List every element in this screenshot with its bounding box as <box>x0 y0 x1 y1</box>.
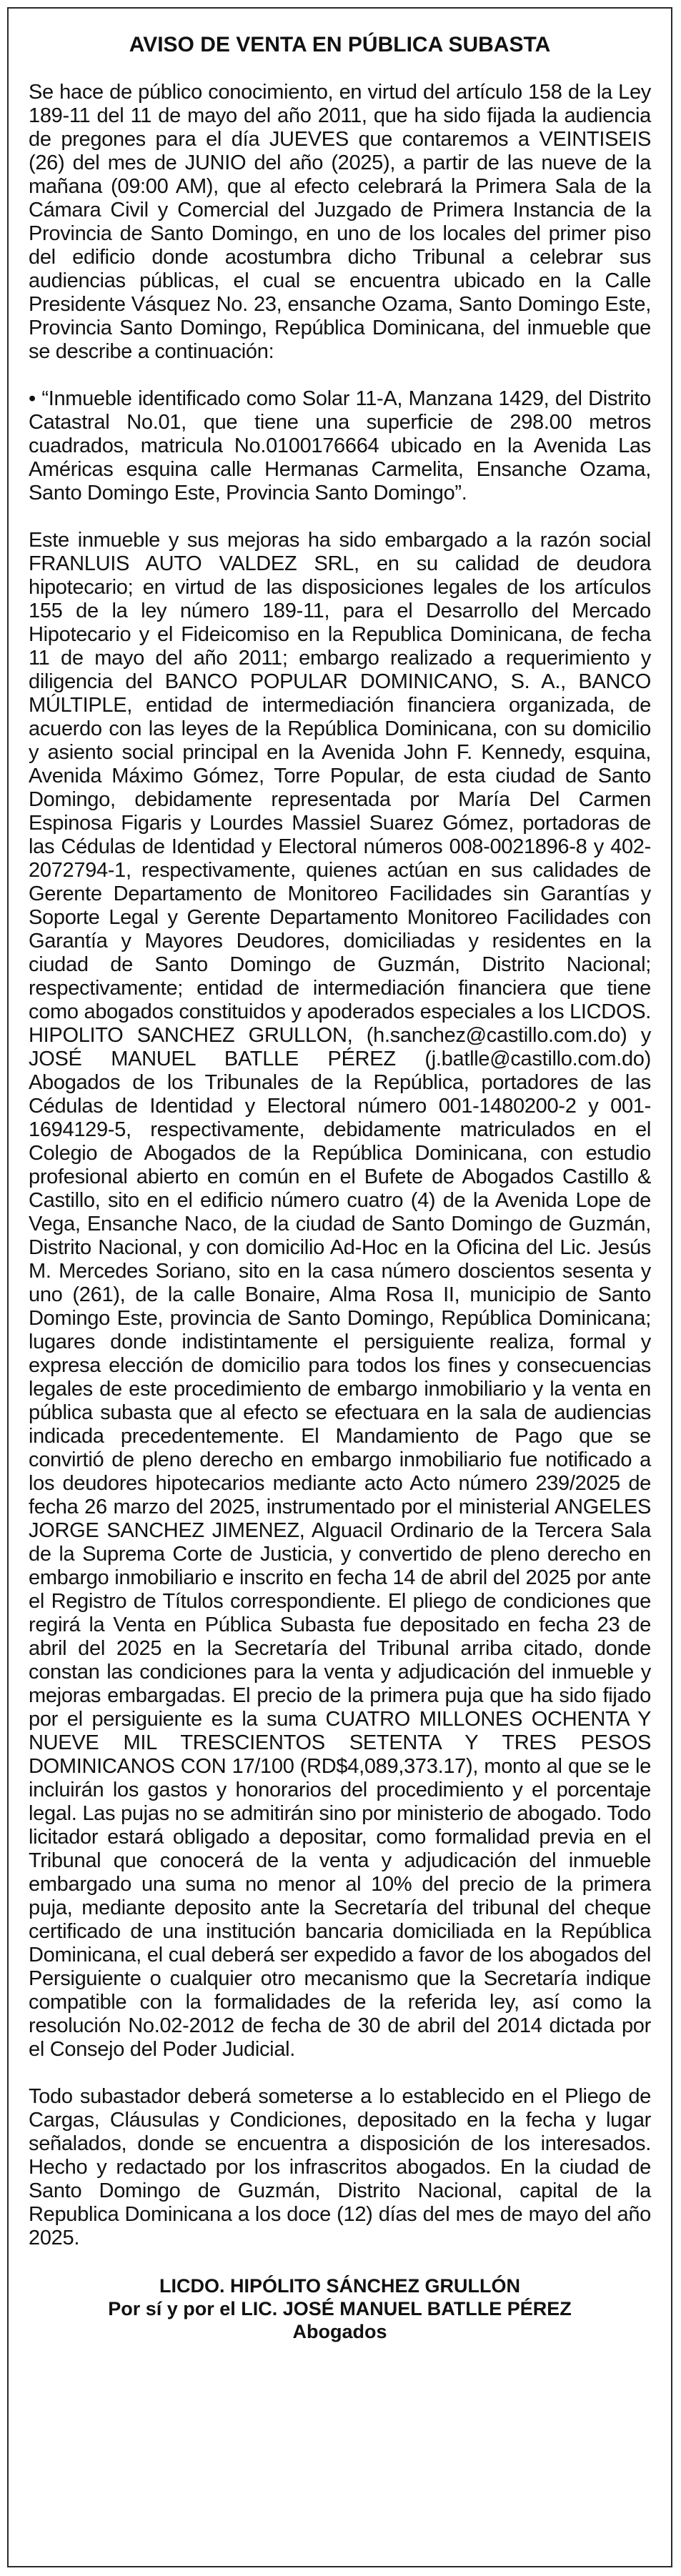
notice-title: AVISO DE VENTA EN PÚBLICA SUBASTA <box>129 33 551 56</box>
signature-cosigner: Por sí y por el LIC. JOSÉ MANUEL BATLLE PÉREZ <box>108 2298 572 2319</box>
notice-frame <box>7 7 672 2567</box>
signature-role: Abogados <box>292 2321 387 2342</box>
intro-paragraph: Se hace de público conocimiento, en virtud del artículo 158 de la Ley 189-11 del 11 de mayo del año 2011, que ha sido fijada la audiencia de pregones para el día JUEVES que contaremos a VEINTISEIS (26) del mes de JUNIO del año (2025), a partir de las nueve de la mañana (09:00 AM), que al efecto celebrará la Primera Sala de la Cámara Civil y Comercial del Juzgado de Primera Instancia de la Provincia de Santo Domingo, en uno de los locales del primer piso del edificio donde acostumbra dicho Tribunal a celebrar sus audiencias públicas, el cual se encuentra ubicado en la Calle Presidente Vásquez No. 23, ensanche Ozama, Santo Domingo Este, Provincia Santo Domingo, República Dominicana, del inmueble que se describe a continuación: <box>29 81 651 363</box>
property-description-paragraph: • “Inmueble identificado como Solar 11-A, Manzana 1429, del Distrito Catastral No.01, que tiene una superficie de 298.00 metros cuadrados, matricula No.0100176664 ubicado en la Avenida Las Américas esquina calle Hermanas Carmelita, Ensanche Ozama, Santo Domingo Este, Provincia Santo Domingo”. <box>29 387 651 504</box>
seizure-details-paragraph: Este inmueble y sus mejoras ha sido embargado a la razón social FRANLUIS AUTO VALDEZ SRL, en su calidad de deudora hipotecario; en virtud de las disposiciones legales de los artículos 155 de la ley número 189-11, para el Desarrollo del Mercado Hipotecario y el Fideicomiso en la Republica Dominicana, de fecha 11 de mayo del año 2011; embargo realizado a requerimiento y diligencia del BANCO POPULAR DOMINICANO, S. A., BANCO MÚLTIPLE, entidad de intermediación financiera organizada, de acuerdo con las leyes de la República Dominicana, con su domicilio y asiento social principal en la Avenida John F. Kennedy, esquina, Avenida Máximo Gómez, Torre Popular, de esta ciudad de Santo Domingo, debidamente representada por María Del Carmen Espinosa Figaris y Lourdes Massiel Suarez Gómez, portadoras de las Cédulas de Identidad y Electoral números 008-0021896-8 y 402-2072794-1, respectivamente, quienes actúan en sus calidades de Gerente Departamento de Monitoreo Facilidades sin Garantías y Soporte Legal y Gerente Departamento Monitoreo Facilidades con Garantía y Mayores Deudores, domiciliadas y residentes en la ciudad de Santo Domingo de Guzmán, Distrito Nacional; respectivamente; entidad de intermediación financiera que tiene como abogados constituidos y apoderados especiales a los LICDOS. HIPOLITO SANCHEZ GRULLON, (h.sanchez@castillo.com.do) y JOSÉ MANUEL BATLLE PÉREZ (j.batlle@castillo.com.do) Abogados de los Tribunales de la República, portadores de las Cédulas de Identidad y Electoral número 001-1480200-2 y 001-1694129-5, respectivamente, debidamente matriculados en el Colegio de Abogados de la República Dominicana, con estudio profesional abierto en común en el Bufete de Abogados Castillo & Castillo, sito en el edificio número cuatro (4) de la Avenida Lope de Vega, Ensanche Naco, de la ciudad de Santo Domingo de Guzmán, Distrito Nacional, y con domicilio Ad-Hoc en la Oficina del Lic. Jesús M. Mercedes Soriano, sito en la casa número doscientos sesenta y uno (261), de la calle Bonaire, Alma Rosa II, municipio de Santo Domingo Este, provincia de Santo Domingo, República Dominicana; lugares donde indistintamente el persiguiente realiza, formal y expresa elección de domicilio para todos los fines y consecuencias legales de este procedimiento de embargo inmobiliario y la venta en pública subasta que al efecto se efectuara en la sala de audiencias indicada precedentemente. El Mandamiento de Pago que se convirtió de pleno derecho en embargo inmobiliario fue notificado a los deudores hipotecarios mediante acto Acto número 239/2025 de fecha 26 marzo del 2025, instrumentado por el ministerial ANGELES JORGE SANCHEZ JIMENEZ, Alguacil Ordinario de la Tercera Sala de la Suprema Corte de Justicia, y convertido de pleno derecho en embargo inmobiliario e inscrito en fecha 14 de abril del 2025 por ante el Registro de Títulos correspondiente. El pliego de condiciones que regirá la Venta en Pública Subasta fue depositado en fecha 23 de abril del 2025 en la Secretaría del Tribunal arriba citado, donde constan las condiciones para la venta y adjudicación del inmueble y mejoras embargadas. El precio de la primera puja que ha sido fijado por el persiguiente es la suma CUATRO MILLONES OCHENTA Y NUEVE MIL TRESCIENTOS SETENTA Y TRES PESOS DOMINICANOS CON 17/100 (RD$4,089,373.17), monto al que se le incluirán los gastos y honorarios del procedimiento y el porcentaje legal. Las pujas no se admitirán sino por ministerio de abogado. Todo licitador estará obligado a depositar, como formalidad previa en el Tribunal que conocerá de la venta y adjudicación del inmueble embargado una suma no menor al 10% del precio de la primera puja, mediante deposito ante la Secretaría del tribunal del cheque certificado de una institución bancaria domiciliada en la República Dominicana, el cual deberá ser expedido a favor de los abogados del Persiguiente o cualquier otro mecanismo que la Secretaría indique compatible con la formalidades de la referida ley, así como la resolución No.02-2012 de fecha de 30 de abril del 2014 dictada por el Consejo del Poder Judicial. <box>29 529 651 2061</box>
notice-content <box>29 33 651 2343</box>
closing-paragraph: Todo subastador deberá someterse a lo establecido en el Pliego de Cargas, Cláusulas y Condiciones, depositado en la fecha y lugar señalados, donde se encuentra a disposición de los interesados. Hecho y redactado por los infrascritos abogados. En la ciudad de Santo Domingo de Guzmán, Distrito Nacional, capital de la Republica Dominicana a los doce (12) días del mes de mayo del año 2025. <box>29 2085 651 2249</box>
signature-name: LICDO. HIPÓLITO SÁNCHEZ GRULLÓN <box>159 2275 520 2297</box>
